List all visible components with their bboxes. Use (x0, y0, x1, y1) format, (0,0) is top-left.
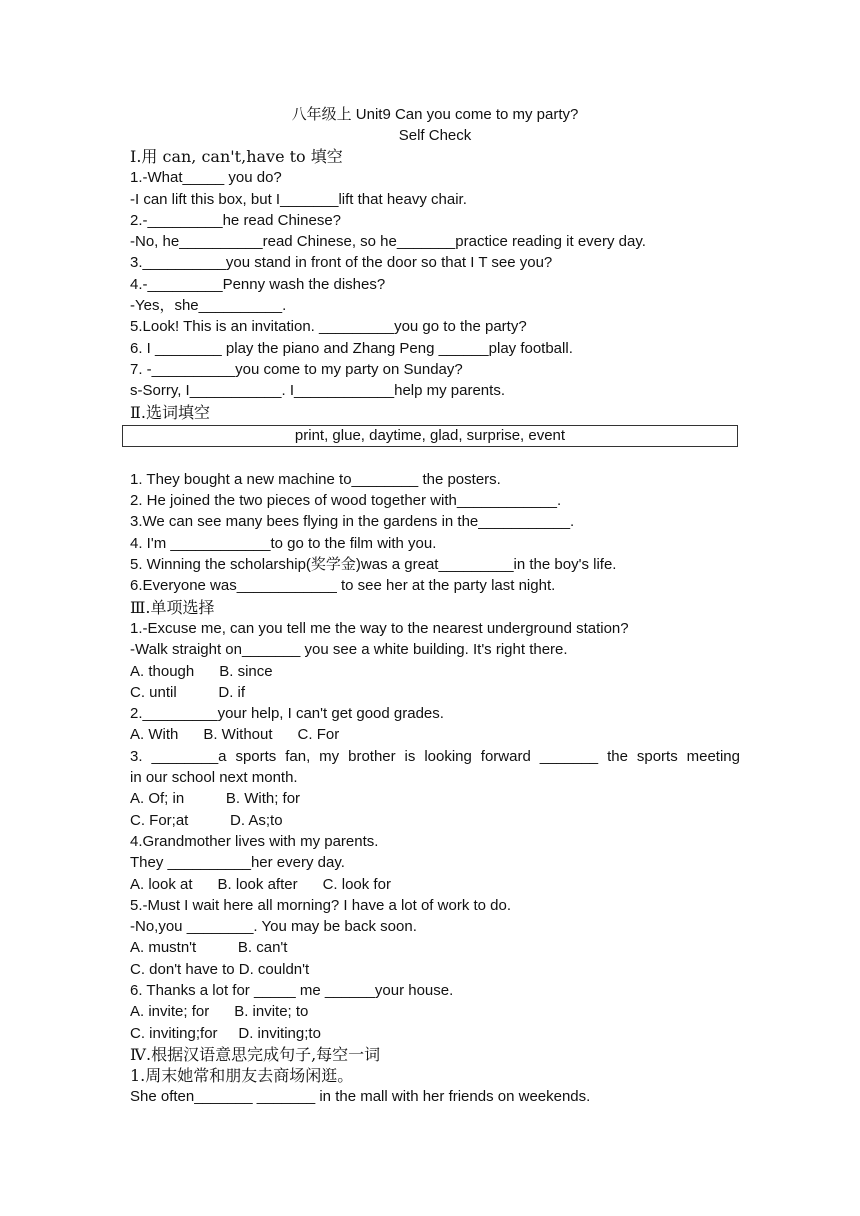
option-line: A. look at B. look after C. look for (130, 875, 391, 893)
question-line: -Walk straight on_______ you see a white building. It's right there. (130, 641, 568, 659)
worksheet-title: 八年级上 Unit9 Can you come to my party? (291, 106, 579, 123)
question-line: -No,you ________. You may be back soon. (130, 918, 417, 936)
section-4-list (130, 1065, 740, 1108)
question-line: 2.-_________he read Chinese? (130, 211, 342, 229)
question-line: 4. I'm ____________to go to the film with you. (130, 534, 437, 552)
question-line: 5.-Must I wait here all morning? I have a lot of work to do. (130, 896, 512, 914)
question-line: 2. He joined the two pieces of wood together with____________. (130, 492, 562, 510)
section-1-list (130, 167, 740, 401)
question-line: 6. Thanks a lot for _____ me ______your house. (130, 981, 454, 999)
question-line: 6.Everyone was____________ to see her at the party last night. (130, 577, 556, 595)
question-line: 1.周末她常和朋友去商场闲逛。 (130, 1066, 354, 1086)
option-line: C. For;at D. As;to (130, 811, 283, 829)
section-2-heading: Ⅱ.选词填空 (130, 402, 210, 422)
question-line: -Yes，she__________. (130, 297, 287, 315)
section-3-heading: Ⅲ.单项选择 (130, 597, 215, 617)
option-line: A. invite; for B. invite; to (130, 1003, 309, 1021)
question-line: They __________her every day. (130, 854, 345, 872)
question-line: 2._________your help, I can't get good grades. (130, 705, 444, 723)
section-3-list (130, 618, 740, 1044)
option-line: C. until D. if (130, 683, 246, 701)
question-line: 5. Winning the scholarship(奖学金)was a great_________in the boy's life. (130, 556, 617, 574)
question-line: 3. ________a sports fan, my brother is looking forward _______ the sports meeting (130, 747, 740, 765)
question-line: 3.We can see many bees flying in the gardens in the___________. (130, 513, 575, 531)
question-line: 3.__________you stand in front of the door so that I T see you? (130, 254, 553, 272)
question-line: in our school next month. (130, 769, 298, 787)
question-line: She often_______ _______ in the mall with her friends on weekends. (130, 1088, 591, 1106)
section-4-heading: Ⅳ.根据汉语意思完成句子,每空一词 (130, 1044, 381, 1064)
option-line: C. don't have to D. couldn't (130, 960, 310, 978)
question-line: -No, he__________read Chinese, so he_______practice reading it every day. (130, 233, 646, 251)
option-line: C. inviting;for D. inviting;to (130, 1024, 321, 1042)
option-line: A. though B. since (130, 662, 273, 680)
spacer (130, 447, 740, 469)
option-line: A. With B. Without C. For (130, 726, 340, 744)
question-line: 5.Look! This is an invitation. _________you go to the party? (130, 318, 527, 336)
section-2-list (130, 469, 740, 597)
question-line: 4.Grandmother lives with my parents. (130, 832, 379, 850)
question-line: 6. I ________ play the piano and Zhang Peng ______play football. (130, 339, 573, 357)
option-line: A. Of; in B. With; for (130, 790, 301, 808)
question-line: 1.-Excuse me, can you tell me the way to the nearest underground station? (130, 619, 629, 637)
question-line: -I can lift this box, but I_______lift that heavy chair. (130, 190, 467, 208)
question-line: s-Sorry, I___________. I____________help my parents. (130, 382, 505, 400)
option-line: A. mustn't B. can't (130, 939, 288, 957)
question-line: 4.-_________Penny wash the dishes? (130, 275, 386, 293)
question-line: 1.-What_____ you do? (130, 169, 282, 187)
question-line: 1. They bought a new machine to________ the posters. (130, 470, 501, 488)
word-bank-box: print, glue, daytime, glad, surprise, event (122, 425, 738, 447)
question-line: 7. -__________you come to my party on Sunday? (130, 360, 463, 378)
worksheet-subtitle: Self Check (398, 127, 472, 144)
worksheet-page (130, 104, 740, 1108)
section-1-heading: Ⅰ.用 can, can't,have to 填空 (130, 147, 343, 166)
